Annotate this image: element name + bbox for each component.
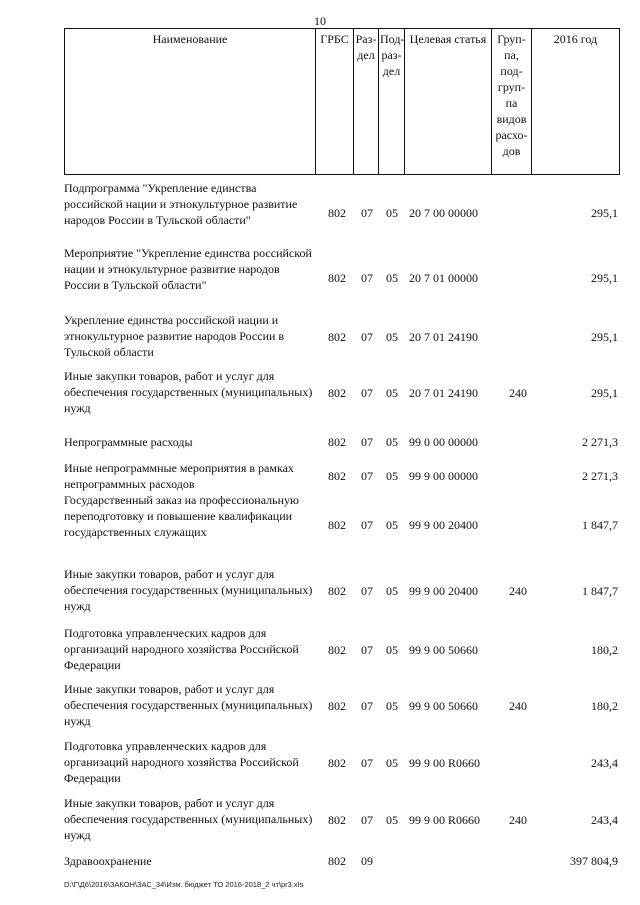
row-razdel: 07 <box>361 386 373 400</box>
row-razdel: 07 <box>361 435 373 449</box>
header-podrazdel: Под- раз- дел <box>379 29 405 175</box>
row-vid: 240 <box>509 699 527 713</box>
row-name: Иные непрограммные мероприятия в рамках непрограммных расходов <box>64 461 294 491</box>
row-grbs: 802 <box>328 271 346 285</box>
row-name: Подготовка управленческих кадров для организаций народного хозяйства Российской Федерации <box>64 739 299 785</box>
row-grbs: 802 <box>328 813 346 827</box>
row-podrazdel: 05 <box>386 643 398 657</box>
row-razdel: 07 <box>361 330 373 344</box>
row-grbs: 802 <box>328 206 346 220</box>
row-podrazdel: 05 <box>386 584 398 598</box>
row-amount: 243,4 <box>591 756 618 770</box>
row-amount: 295,1 <box>591 330 618 344</box>
header-vid: Груп- па, под- груп- па видов расхо- дов <box>492 29 532 175</box>
row-podrazdel: 05 <box>386 206 398 220</box>
row-grbs: 802 <box>328 469 346 483</box>
row-name: Подготовка управленческих кадров для организаций народного хозяйства Российской Федерации <box>64 626 299 672</box>
row-target: 99 9 00 20400 <box>409 584 478 598</box>
row-target: 99 9 00 R0660 <box>409 813 481 827</box>
header-year: 2016 год <box>532 29 620 175</box>
row-amount: 397 804,9 <box>570 854 618 868</box>
row-amount: 295,1 <box>591 271 618 285</box>
row-name: Иные закупки товаров, работ и услуг для обеспечения государственных (муниципальных) нужд <box>64 796 313 842</box>
row-amount: 295,1 <box>591 386 618 400</box>
row-razdel: 07 <box>361 699 373 713</box>
row-razdel: 07 <box>361 469 373 483</box>
row-amount: 180,2 <box>591 699 618 713</box>
row-amount: 243,4 <box>591 813 618 827</box>
row-grbs: 802 <box>328 756 346 770</box>
row-target: 20 7 01 00000 <box>409 271 478 285</box>
row-name: Подпрограмма "Укрепление единства российской нации и этнокультурное развитие народов России в Тульской области" <box>64 181 298 227</box>
row-podrazdel: 05 <box>386 330 398 344</box>
header-target: Целевая статья <box>405 29 492 175</box>
row-target: 99 9 00 00000 <box>409 469 478 483</box>
row-razdel: 07 <box>361 206 373 220</box>
page-number: 10 <box>314 14 326 28</box>
row-grbs: 802 <box>328 643 346 657</box>
row-amount: 2 271,3 <box>582 435 618 449</box>
row-razdel: 09 <box>361 854 373 868</box>
row-name: Непрограммные расходы <box>64 435 193 449</box>
header-grbs: ГРБС <box>316 29 354 175</box>
row-razdel: 07 <box>361 271 373 285</box>
row-target: 20 7 01 24190 <box>409 330 478 344</box>
row-podrazdel: 05 <box>386 699 398 713</box>
row-amount: 180,2 <box>591 643 618 657</box>
row-vid: 240 <box>509 584 527 598</box>
row-razdel: 07 <box>361 584 373 598</box>
row-amount: 295,1 <box>591 206 618 220</box>
row-target: 99 0 00 00000 <box>409 435 478 449</box>
row-podrazdel: 05 <box>386 813 398 827</box>
row-podrazdel: 05 <box>386 518 398 532</box>
row-name: Иные закупки товаров, работ и услуг для обеспечения государственных (муниципальных) нужд <box>64 567 313 613</box>
row-podrazdel: 05 <box>386 271 398 285</box>
file-path-footer: D:\Г\Д6\2016\ЗАКОН\ЗАС_34\Изм. бюджет ТО 2016-2018_2 чт\pr3.xls <box>64 880 304 889</box>
row-target: 99 9 00 50660 <box>409 643 478 657</box>
row-name: Мероприятие "Укрепление единства российской нации и этнокультурное развитие народов России в Тульской области" <box>64 246 312 292</box>
row-grbs: 802 <box>328 330 346 344</box>
row-target: 99 9 00 50660 <box>409 699 478 713</box>
row-razdel: 07 <box>361 756 373 770</box>
row-grbs: 802 <box>328 584 346 598</box>
row-podrazdel: 05 <box>386 386 398 400</box>
row-grbs: 802 <box>328 854 346 868</box>
row-name: Иные закупки товаров, работ и услуг для обеспечения государственных (муниципальных) нужд <box>64 682 313 728</box>
row-razdel: 07 <box>361 813 373 827</box>
row-target: 99 9 00 20400 <box>409 518 478 532</box>
row-razdel: 07 <box>361 643 373 657</box>
row-podrazdel: 05 <box>386 469 398 483</box>
row-target: 20 7 00 00000 <box>409 206 478 220</box>
row-podrazdel: 05 <box>386 435 398 449</box>
row-name: Иные закупки товаров, работ и услуг для обеспечения государственных (муниципальных) нужд <box>64 369 313 415</box>
row-amount: 1 847,7 <box>582 584 618 598</box>
header-razdel: Раз- дел <box>354 29 379 175</box>
row-name: Государственный заказ на профессиональную переподготовку и повышение квалификации государственных служащих <box>64 493 299 539</box>
row-amount: 2 271,3 <box>582 469 618 483</box>
header-name: Наименование <box>65 29 316 175</box>
row-razdel: 07 <box>361 518 373 532</box>
row-name: Укрепление единства российской нации и этнокультурное развитие народов России в Тульской области <box>64 313 285 359</box>
row-target: 99 9 00 R0660 <box>409 756 481 770</box>
row-grbs: 802 <box>328 699 346 713</box>
row-grbs: 802 <box>328 435 346 449</box>
row-grbs: 802 <box>328 386 346 400</box>
row-vid: 240 <box>509 813 527 827</box>
row-podrazdel: 05 <box>386 756 398 770</box>
row-grbs: 802 <box>328 518 346 532</box>
row-amount: 1 847,7 <box>582 518 618 532</box>
row-target: 20 7 01 24190 <box>409 386 478 400</box>
row-vid: 240 <box>509 386 527 400</box>
row-name: Здравоохранение <box>64 854 152 868</box>
